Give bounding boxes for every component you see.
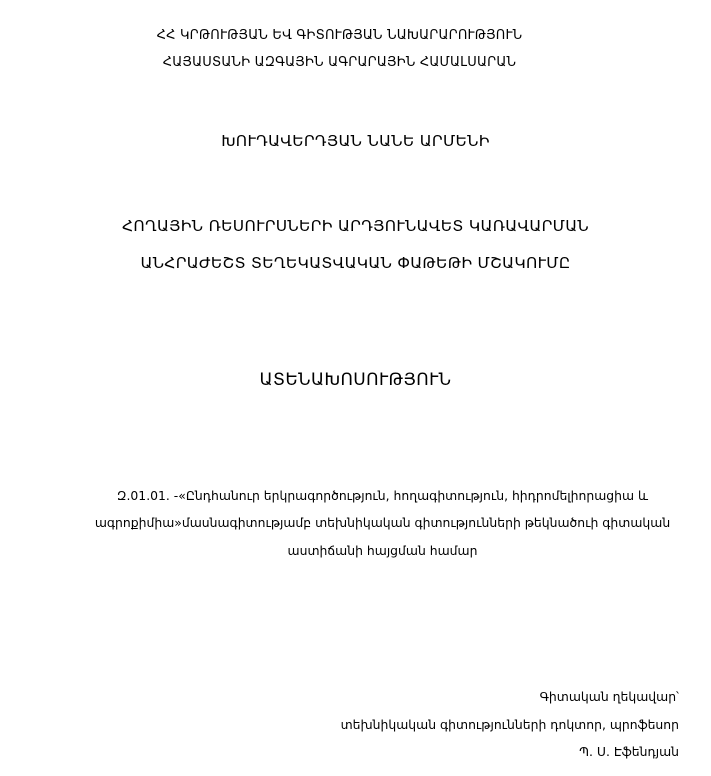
author-name: ԽՈՒԴԱՎԵՐԴՅԱՆ ՆԱՆԵ ԱՐՄԵՆԻ [221, 132, 490, 150]
university-name: ՀԱՅԱՍՏԱՆԻ ԱԶԳԱՅԻՆ ԱԳՐԱՐԱՅԻՆ ՀԱՄԱԼՍԱՐԱՆ [162, 55, 517, 70]
specialty-line-3: աստիճանի հայցման համար [287, 543, 478, 558]
supervisor-name: Պ. Ս. Էֆենդյան [579, 744, 679, 759]
ministry-name: ՀՀ ԿՐԹՈՒԹՅԱՆ ԵՎ ԳԻՏՈՒԹՅԱՆ ՆԱԽԱՐԱՐՈՒԹՅՈՒՆ [156, 28, 523, 43]
specialty-line-2: ագրոքիմիա»մասնագիտությամբ տեխնիկական գիտությունների թեկնածուի գիտական [94, 515, 671, 530]
specialty-line-1: Զ.01.01. -«Ընդհանուր երկրագործություն, հողագիտություն, հիդրոմելիորացիա և [116, 488, 649, 503]
thesis-title-line-1: ՀՈՂԱՅԻՆ ՌԵՍՈՒՐՍՆԵՐԻ ԱՐԴՅՈՒՆԱՎԵՏ ԿԱՌԱՎԱՐՄԱՆ [121, 217, 589, 235]
thesis-title-line-2: ԱՆՀՐԱԺԵՇՏ ՏԵՂԵԿԱՏՎԱԿԱՆ ՓԱԹԵԹԻ ՄՇԱԿՈՒՄԸ [140, 254, 571, 272]
supervisor-label: Գիտական ղեկավար՝ [539, 689, 679, 704]
document-type: ԱՏԵՆԱԽՈՍՈՒԹՅՈՒՆ [259, 370, 452, 390]
supervisor-degree: տեխնիկական գիտությունների դոկտոր, պրոֆեսոր [340, 717, 679, 732]
